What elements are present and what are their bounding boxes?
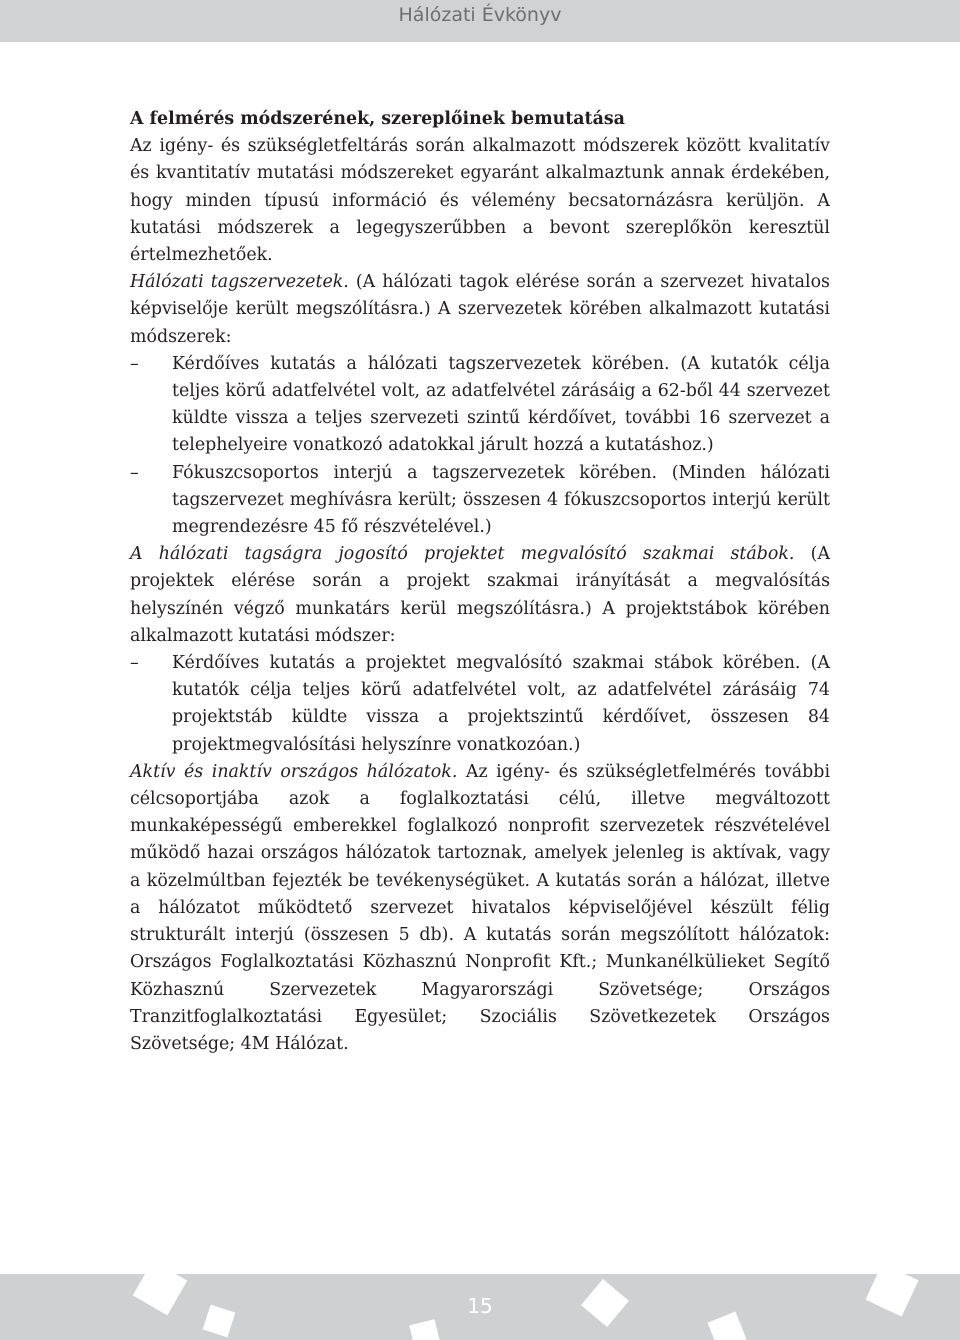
group2-paragraph [130,541,830,650]
dash-bullet: – [130,462,139,483]
group1-text: (A hálózati tagok elérése során a szervezet hivatalos képviselője került megszólításra.) A szervezetek körében alkalmazott kutatási módszerek: [130,272,830,347]
decorative-square [865,1274,918,1317]
group3-title: Aktív és inaktív országos hálózatok. [130,761,458,782]
list-item [130,460,830,542]
group2-text: (A projektek elérése során a projekt szakmai irányítását a megvalósítás helyszínén végző munkatárs kerül megszólításra.) A projektstábok körében alkalmazott kutatási módszer: [130,544,831,646]
list-item [130,650,830,759]
page-number: 15 [467,1294,493,1318]
list-item-text: Kérdőíves kutatás a hálózati tagszervezetek körében. (A kutatók célja teljes körű adatfelvétel volt, az adatfelvétel zárásáig a 62-ből 44 szervezet küldte vissza a teljes szervezeti szintű kérdőívet, további 16 szervezet a telephelyeire vonatkozó adatokkal járult hozzá a kutatáshoz.) [172,353,830,456]
decorative-square [203,1305,236,1338]
group3-text: Az igény- és szükségletfelmérés további célcsoportjába azok a foglalkoztatási célú, illetve megváltozott munkaképességű emberekkel foglalkozó nonprofit szervezetek részvételével működő hazai országos hálózatok tartoznak, amelyek jelenleg is aktívak, vagy a közelmúltban fejezték be tevékenységüket. A kutatás során a hálózat, illetve a hálózatot működtető szervezet hivatalos képviselőjével készült félig strukturált interjú (összesen 5 db). A kutatás során megszólított hálózatok: Országos Foglalkoztatási Közhasznú Nonprofit Kft.; Munkanélkülieket Segítő Közhasznú Szervezetek Magyarországi Szövetsége; Országos Tranzitfoglalkoztatási Egyesület; Szociális Szövetkezetek Országos Szövetsége; 4M Hálózat. [130,761,831,1054]
dash-bullet: – [130,653,139,674]
decorative-square [581,1279,629,1327]
list-item-text: Fókuszcsoportos interjú a tagszervezetek körében. (Minden hálózati tagszervezet meghívásra került; összesen 4 fókuszcsoportos interjú került megrendezésre 45 fő részvételével.) [172,462,830,538]
decorative-square [409,1319,441,1340]
group1-title: Hálózati tagszervezetek. [130,272,349,293]
list-item [130,351,830,460]
group1-paragraph [130,269,830,351]
page-body [130,106,830,1058]
header-band [0,0,960,42]
group2-title: A hálózati tagságra jogosító projektet megvalósító szakmai stábok. [130,544,795,565]
dash-bullet: – [130,353,139,374]
decorative-square [707,1311,746,1340]
running-header-title: Hálózati Évkönyv [398,4,562,26]
decorative-square [133,1274,188,1315]
section-heading: A felmérés módszerének, szereplőinek bemutatása [130,109,625,129]
list-item-text: Kérdőíves kutatás a projektet megvalósító szakmai stábok körében. (A kutatók célja teljes körű adatfelvétel volt, az adatfelvétel zárásáig 74 projektstáb küldte vissza a projektszintű kérdőívet, összesen 84 projektmegvalósítási helyszínre vonatkozóan.) [172,653,830,755]
group3-paragraph [130,759,830,1058]
intro-paragraph: Az igény- és szükségletfeltárás során alkalmazott módszerek között kvalitatív és kvantitatív mutatási módszereket egyaránt alkalmaztunk annak érdekében, hogy minden típusú információ és vélemény becsatornázásra kerüljön. A kutatási módszerek a legegyszerűbben a bevont szereplőkön keresztül értelmezhetőek. [130,136,830,266]
